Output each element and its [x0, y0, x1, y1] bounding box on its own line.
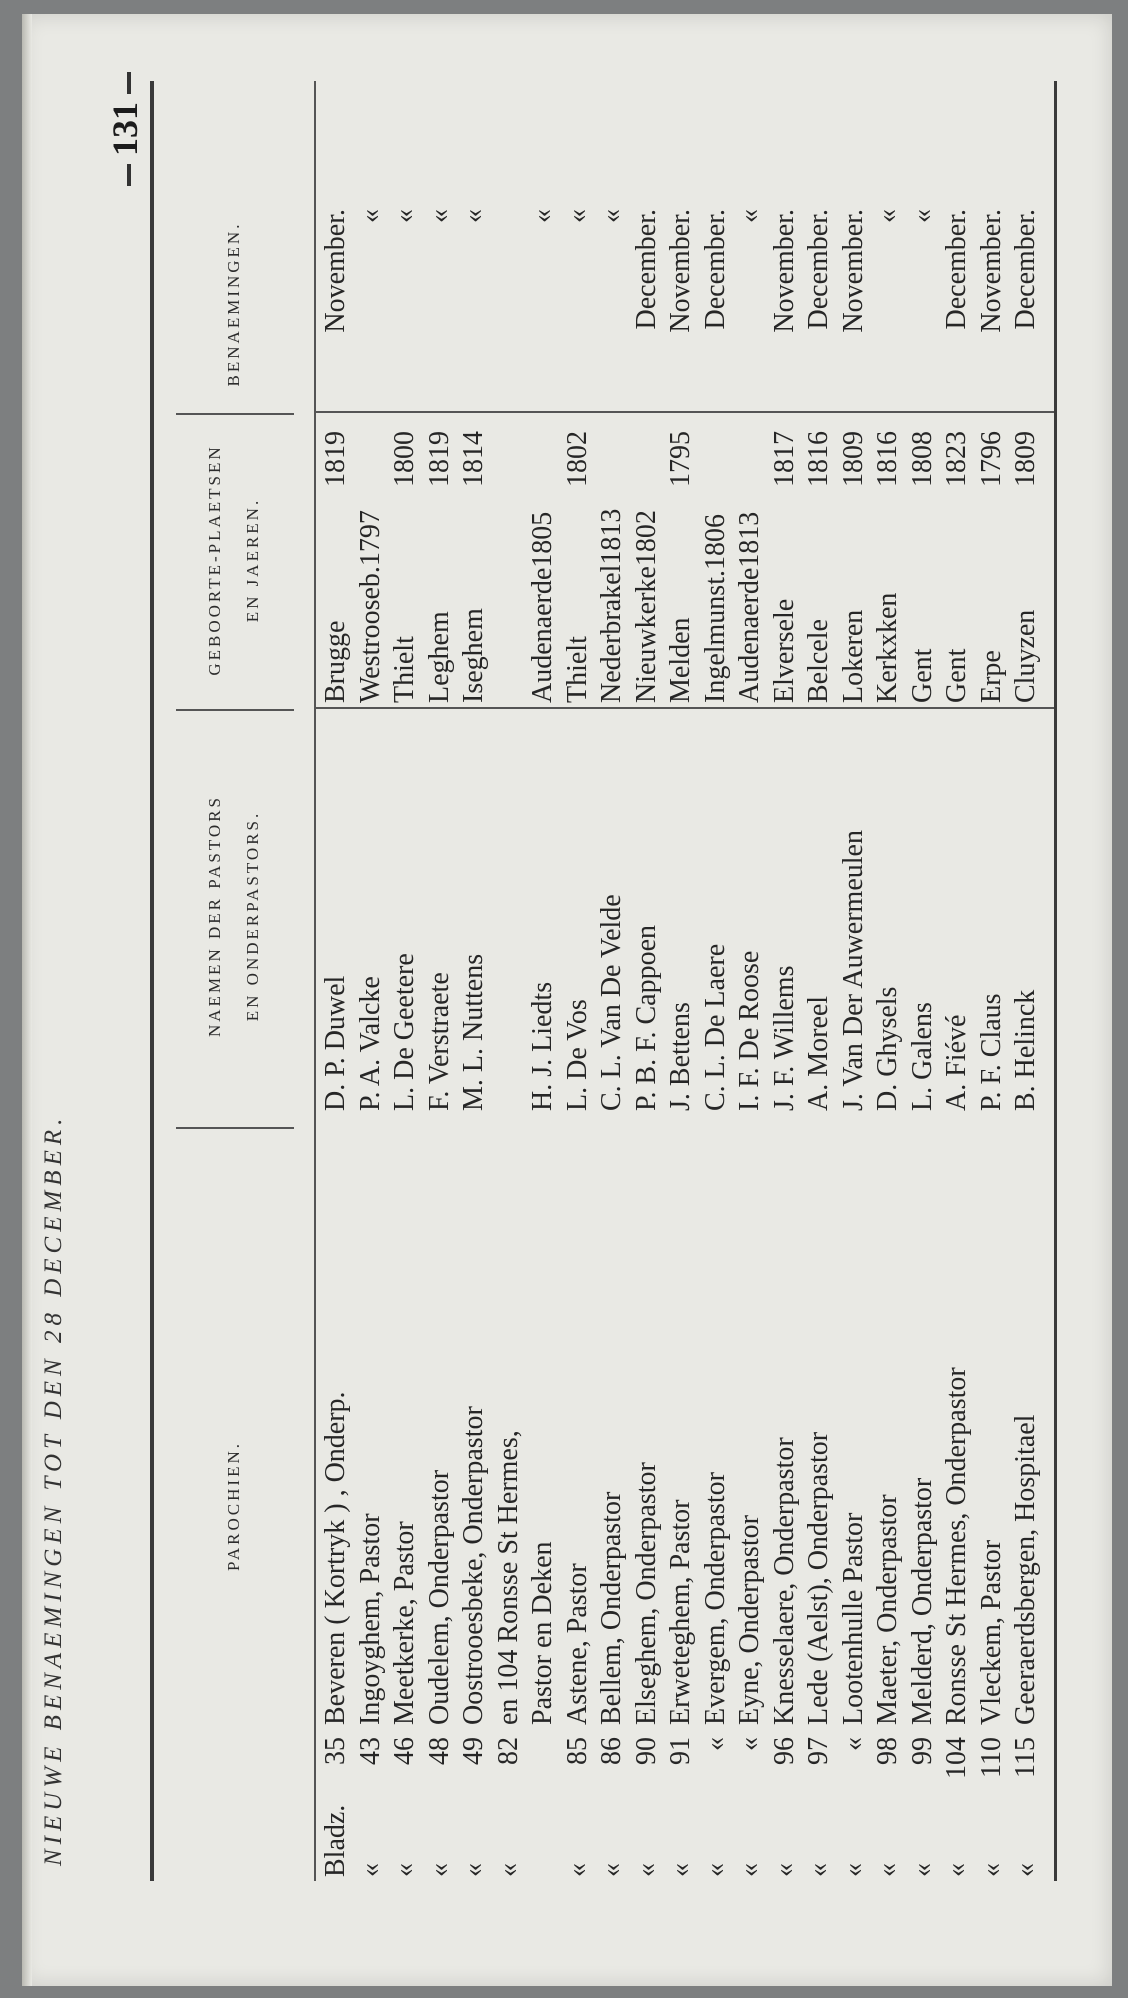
row-parish: en 104 Ronsse St Hermes, [492, 1430, 524, 1725]
table-row [976, 81, 1008, 1881]
header-names-line2: EN ONDERPASTORS. [243, 810, 262, 1022]
row-parish: Meetkerke, Pastor [389, 1521, 420, 1725]
row-page-number: 90 [630, 1737, 662, 1765]
row-parish: Elseghem, Onderpastor [630, 1462, 662, 1725]
row-name: L. Galens [906, 1002, 938, 1111]
row-birthplace: Ingelmunst.1806 [699, 514, 731, 703]
table-body [314, 81, 1054, 1881]
row-appointment-month: « [423, 209, 455, 223]
table-row [458, 81, 490, 1881]
table-row [734, 81, 766, 1881]
row-parish: Ingoyghem, Pastor [354, 1513, 386, 1725]
row-appointment-month: November. [320, 209, 351, 333]
row-page-number: 104 [941, 1737, 972, 1779]
row-page-number: « [837, 1737, 869, 1751]
row-appointment-month: December. [803, 209, 834, 330]
row-birthplace: Elversele [768, 598, 800, 703]
row-birth-year: 1809 [837, 431, 869, 487]
row-appointment-month: « [906, 209, 938, 223]
row-parish: Geeraerdsbergen, Hospitael [1010, 1414, 1041, 1725]
page-title: NIEUWE BENAEMINGEN TOT DEN 28 DECEMBER. [40, 1113, 67, 1866]
row-birthplace: Nieuwkerke1802 [630, 510, 662, 703]
row-page-ref: « [734, 1863, 765, 1877]
row-name: P. A. Valcke [354, 976, 386, 1111]
row-page-ref: « [423, 1863, 455, 1877]
row-birthplace: Gent [941, 648, 972, 703]
header-separator [176, 413, 294, 415]
row-name: M. L. Nuttens [458, 953, 489, 1111]
row-name: L. De Geetere [389, 953, 420, 1111]
row-birthplace: Nederbrakel1813 [596, 508, 627, 703]
row-birthplace: Thielt [561, 636, 593, 703]
table-row [389, 81, 421, 1881]
table-row [665, 81, 697, 1881]
header-separator [176, 709, 294, 711]
row-page-number: 43 [354, 1737, 386, 1765]
row-parish: Vleckem, Pastor [975, 1539, 1007, 1725]
row-parish: Knesselaere, Onderpastor [768, 1437, 800, 1725]
row-name: I. F. De Roose [734, 950, 765, 1111]
row-appointment-month: December. [699, 209, 731, 330]
row-appointment-month: December. [630, 209, 662, 330]
row-parish: Pastor en Deken [527, 1541, 558, 1725]
row-appointment-month: « [596, 209, 627, 223]
row-name: J. F. Willems [768, 965, 800, 1111]
row-birthplace: Belcele [803, 619, 834, 703]
row-page-ref: « [837, 1863, 869, 1877]
row-page-ref: « [389, 1863, 420, 1877]
row-name: J. Van Der Auwermeulen [837, 830, 869, 1111]
row-page-ref: « [975, 1863, 1007, 1877]
row-birth-year: 1800 [389, 431, 420, 487]
row-birthplace: Cluyzen [1010, 609, 1041, 703]
row-page-number: 46 [389, 1737, 420, 1765]
row-page-number: 82 [492, 1737, 524, 1765]
header-parishes [154, 1131, 314, 1881]
row-appointment-month: December. [1010, 209, 1041, 330]
row-page-ref: « [1010, 1863, 1041, 1877]
row-page-ref: « [699, 1863, 731, 1877]
page-number [104, 64, 146, 194]
row-page-ref: « [596, 1863, 627, 1877]
row-parish: Bellem, Onderpastor [596, 1491, 627, 1725]
row-birthplace: Audenaerde1813 [734, 511, 765, 703]
table-row [596, 81, 628, 1881]
row-appointment-month: « [527, 209, 558, 223]
row-birthplace: Leghem [423, 611, 455, 703]
row-appointment-month: November. [665, 209, 696, 333]
row-page-number: « [699, 1737, 731, 1751]
row-birthplace: Erpe [975, 650, 1007, 703]
header-appointments [154, 199, 314, 409]
row-birth-year: 1795 [665, 431, 696, 487]
row-parish: Lootenhulle Pastor [837, 1512, 869, 1725]
page-sheet [22, 14, 1112, 1986]
header-separator [176, 1127, 294, 1129]
table-row [320, 81, 352, 1881]
table-row [872, 81, 904, 1881]
row-page-number: 48 [423, 1737, 455, 1765]
row-page-number: 98 [872, 1737, 903, 1765]
row-birth-year: 1809 [1010, 431, 1041, 487]
row-birthplace: Iseghem [458, 608, 489, 703]
row-appointment-month: November. [975, 209, 1007, 333]
table-row [941, 81, 973, 1881]
header-names [154, 711, 314, 1121]
row-page-ref: « [768, 1863, 800, 1877]
row-page-number: 91 [665, 1737, 696, 1765]
row-parish: Oostrooesbeke, Onderpastor [458, 1406, 489, 1725]
row-page-ref: « [458, 1863, 489, 1877]
row-page-ref: « [354, 1863, 386, 1877]
row-birth-year: 1808 [906, 431, 938, 487]
row-appointment-month: « [458, 209, 489, 223]
header-names-line1: NAEMEN DER PASTORS [205, 795, 224, 1037]
row-appointment-month: November. [768, 209, 800, 333]
row-page-ref: « [803, 1863, 834, 1877]
row-parish: Eyne, Onderpastor [734, 1515, 765, 1725]
table-row [700, 81, 732, 1881]
header-birthplaces-line1: GEBOORTE-PLAETSEN [205, 444, 224, 676]
row-birth-year: 1819 [320, 431, 351, 487]
row-page-number: 85 [561, 1737, 593, 1765]
table-header [154, 81, 316, 1881]
row-page-number: 97 [803, 1737, 834, 1765]
row-page-ref: « [630, 1863, 662, 1877]
row-page-ref: « [906, 1863, 938, 1877]
row-parish: Maeter, Onderpastor [872, 1494, 903, 1725]
row-birth-year: 1802 [561, 431, 593, 487]
row-parish: Lede (Aelst), Onderpastor [803, 1431, 834, 1725]
row-page-ref: « [561, 1863, 593, 1877]
row-page-ref: Bladz. [320, 1804, 351, 1877]
row-appointment-month: « [354, 209, 386, 223]
row-appointment-month: « [734, 209, 765, 223]
row-page-ref: « [872, 1863, 903, 1877]
row-appointment-month: November. [837, 209, 869, 333]
row-birthplace: Lokeren [837, 609, 869, 703]
row-name: F. Verstraete [423, 972, 455, 1111]
table-row [355, 81, 387, 1881]
table-row [562, 81, 594, 1881]
row-birth-year: 1816 [872, 431, 903, 487]
row-birth-year: 1823 [941, 431, 972, 487]
row-page-number: « [734, 1737, 765, 1751]
table-row [527, 81, 559, 1881]
row-name: A. Fiévé [941, 1014, 972, 1111]
row-birth-year: 1817 [768, 431, 800, 487]
row-name: P. B. F. Cappoen [630, 924, 662, 1111]
table-row [803, 81, 835, 1881]
page-number-dash-left [127, 164, 131, 186]
row-page-number: 49 [458, 1737, 489, 1765]
row-appointment-month: « [561, 209, 593, 223]
row-page-ref: « [665, 1863, 696, 1877]
row-birthplace: Audenaerde1805 [527, 511, 558, 703]
row-parish: Astene, Pastor [561, 1563, 593, 1725]
row-name: B. Helinck [1010, 989, 1041, 1111]
row-name: J. Bettens [665, 1002, 696, 1111]
row-birth-year: 1816 [803, 431, 834, 487]
row-page-number: 96 [768, 1737, 800, 1765]
row-birthplace: Westrooseb.1797 [354, 510, 386, 703]
table-row [424, 81, 456, 1881]
page-number-dash-right [127, 72, 131, 94]
table-row [838, 81, 870, 1881]
row-parish: Beveren ( Kortryk ) , Onderp. [320, 1391, 351, 1725]
row-name: L. De Vos [561, 999, 593, 1111]
row-birth-year: 1796 [975, 431, 1007, 487]
row-name: A. Moreel [803, 995, 834, 1111]
row-name: H. J. Liedts [527, 981, 558, 1111]
row-birth-year: 1814 [458, 431, 489, 487]
row-page-ref: « [941, 1863, 972, 1877]
appointments-table [150, 81, 1057, 1881]
row-page-ref: « [492, 1863, 524, 1877]
row-parish: Evergem, Onderpastor [699, 1472, 731, 1725]
header-birthplaces [154, 415, 314, 705]
page-number-text: 131 [105, 102, 145, 156]
table-row [907, 81, 939, 1881]
row-parish: Oudelem, Onderpastor [423, 1469, 455, 1725]
header-parishes-label: PAROCHIEN. [224, 1441, 243, 1571]
row-birthplace: Melden [665, 617, 696, 703]
row-page-number: 110 [975, 1737, 1007, 1778]
row-birthplace: Brugge [320, 620, 351, 703]
row-parish: Ronsse St Hermes, Onderpastor [941, 1367, 972, 1725]
row-name: D. P. Duwel [320, 975, 351, 1111]
row-birthplace: Gent [906, 648, 938, 703]
row-page-number: 86 [596, 1737, 627, 1765]
row-birthplace: Thielt [389, 636, 420, 703]
row-name: C. L. Van De Velde [596, 894, 627, 1111]
header-birthplaces-line2: EN JAEREN. [243, 497, 262, 623]
table-row [769, 81, 801, 1881]
row-parish: Erweteghem, Pastor [665, 1499, 696, 1725]
row-page-number: 35 [320, 1737, 351, 1765]
table-row [1010, 81, 1042, 1881]
rotated-content [22, 14, 1112, 1986]
row-appointment-month: « [872, 209, 903, 223]
row-name: P. F. Claus [975, 993, 1007, 1111]
table-row [631, 81, 663, 1881]
row-birthplace: Kerkxken [872, 592, 903, 703]
row-parish: Melderd, Onderpastor [906, 1477, 938, 1725]
row-birth-year: 1819 [423, 431, 455, 487]
row-page-number: 99 [906, 1737, 938, 1765]
table-row [493, 81, 525, 1881]
row-name: C. L. De Laere [699, 943, 731, 1111]
row-page-number: 115 [1010, 1737, 1041, 1778]
row-name: D. Ghysels [872, 986, 903, 1111]
row-appointment-month: December. [941, 209, 972, 330]
row-appointment-month: « [389, 209, 420, 223]
header-appointments-label: BENAEMINGEN. [224, 221, 243, 387]
